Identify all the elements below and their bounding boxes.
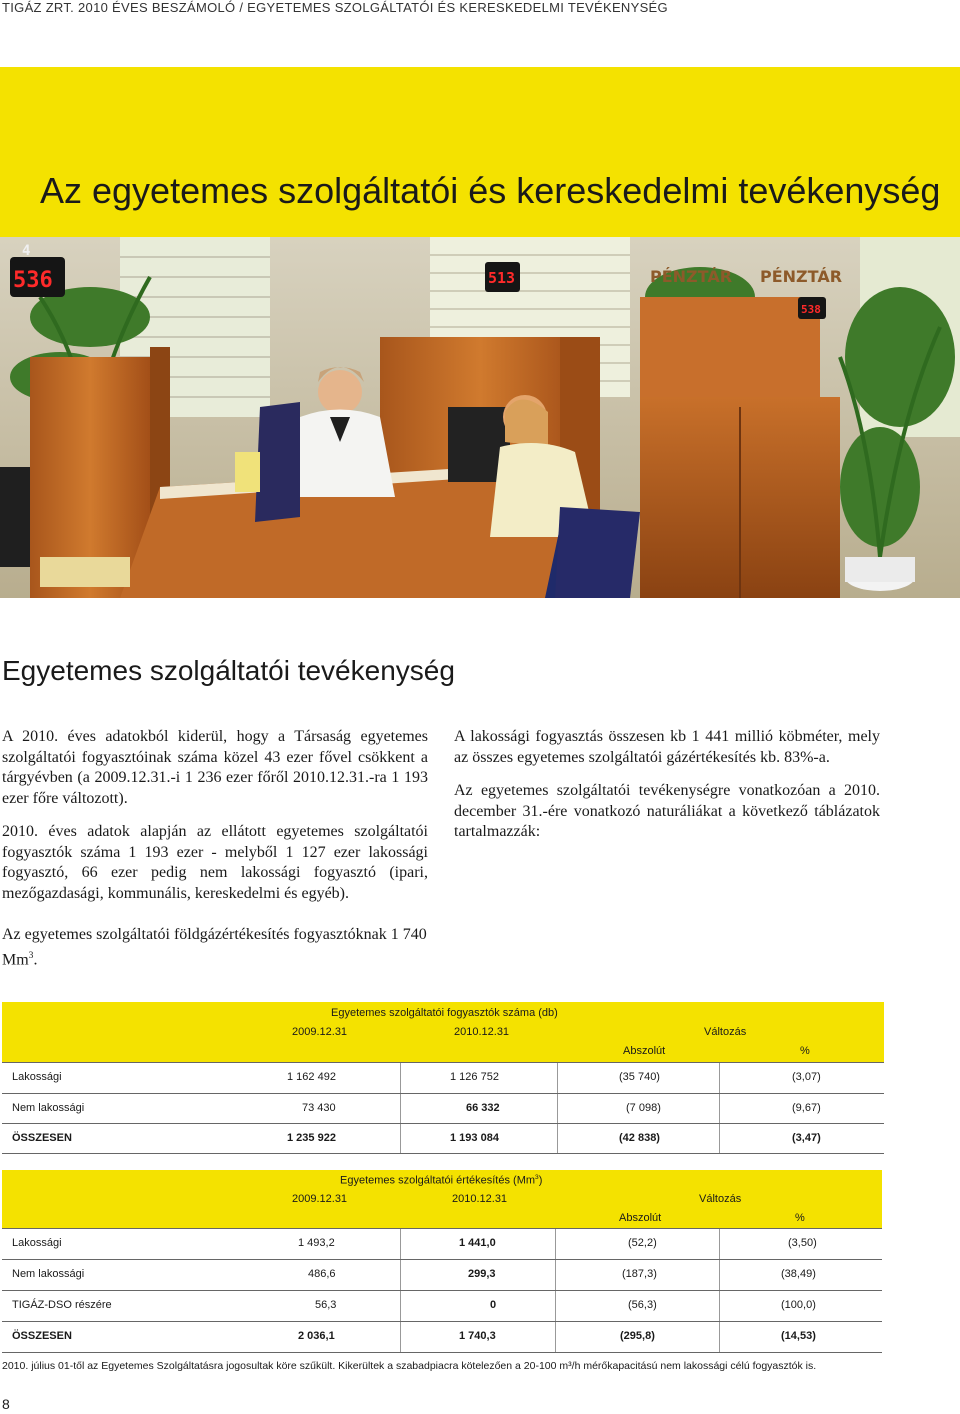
counter-display-text: 538	[801, 303, 821, 316]
right-column	[454, 727, 880, 856]
cell-2009: 56,3	[315, 1299, 337, 1311]
table-row	[2, 1094, 884, 1124]
row-label: Lakossági	[12, 1237, 62, 1249]
column-header-2010: 2010.12.31	[454, 1026, 510, 1038]
cell-percent: (3,47)	[792, 1132, 821, 1144]
cell-2010: 66 332	[466, 1102, 500, 1114]
cell-absolute: (52,2)	[628, 1237, 657, 1249]
table-row	[2, 1260, 882, 1291]
column-header-2009: 2009.12.31	[292, 1193, 348, 1205]
cell-absolute: (7 098)	[626, 1102, 661, 1114]
column-header-change: Változás	[699, 1193, 742, 1205]
cell-2010: 1 193 084	[450, 1132, 499, 1144]
counter-display-text: 536	[13, 268, 53, 293]
consumers-table	[2, 1002, 884, 1154]
cell-2009: 1 162 492	[287, 1071, 336, 1083]
cell-absolute: (42 838)	[619, 1132, 660, 1144]
footnote: 2010. július 01-től az Egyetemes Szolgáltatásra jogosultak köre szűkült. Kikerültek a szabadpiacra kötelezően a 20-100 m³/h mérőkapacitású nem lakossági célú fogyasztók is.	[2, 1360, 817, 1372]
cell-2010: 0	[490, 1299, 497, 1311]
table-title: Egyetemes szolgáltatói fogyasztók száma (db)	[331, 1007, 558, 1019]
column-header-change: Változás	[704, 1026, 747, 1038]
cell-absolute: (56,3)	[628, 1299, 657, 1311]
page-number: 8	[2, 1396, 10, 1412]
table-row	[2, 1228, 882, 1260]
running-header: TIGÁZ ZRT. 2010 ÉVES BESZÁMOLÓ / EGYETEMES SZOLGÁLTATÓI ÉS KERESKEDELMI TEVÉKENYSÉG	[2, 0, 668, 15]
sales-table	[2, 1170, 882, 1353]
paragraph: Az egyetemes szolgáltatói tevékenységre vonatkozóan a 2010. december 31.-ére vonatkozó naturáliákat a következő táblázatok tartalmazzák:	[454, 782, 880, 840]
section-title: Egyetemes szolgáltatói tevékenység	[2, 655, 455, 686]
cell-2009: 1 493,2	[298, 1237, 335, 1249]
cell-percent: (3,07)	[792, 1071, 821, 1083]
cell-2010: 299,3	[468, 1268, 496, 1280]
table-title-end: )	[538, 1174, 543, 1187]
paragraph: A lakossági fogyasztás összesen kb 1 441 millió köbméter, mely az összes egyetemes szolgáltatói gázértékesítés kb. 83%-a.	[454, 728, 880, 766]
cell-percent: (38,49)	[781, 1268, 816, 1280]
counter-number: 4	[22, 243, 31, 259]
sales-paragraph-end: .	[33, 950, 38, 968]
table-row-total	[2, 1322, 882, 1353]
table-title-text: Egyetemes szolgáltatói értékesítés (Mm	[340, 1174, 536, 1187]
row-label: ÖSSZESEN	[12, 1330, 72, 1342]
cell-percent: (9,67)	[792, 1102, 821, 1114]
table-row-total	[2, 1124, 884, 1154]
column-header-absolute: Abszolút	[619, 1212, 662, 1224]
cell-2010: 1 740,3	[459, 1330, 496, 1342]
cell-absolute: (187,3)	[622, 1268, 657, 1280]
cashier-sign: PÉNZTÁR	[650, 267, 733, 286]
row-label: Nem lakossági	[12, 1268, 85, 1280]
column-header-2009: 2009.12.31	[292, 1026, 348, 1038]
cell-2009: 486,6	[308, 1268, 336, 1280]
table-header	[2, 1002, 884, 1062]
cell-2009: 2 036,1	[298, 1330, 335, 1342]
sales-paragraph	[2, 925, 462, 970]
column-header-absolute: Abszolút	[623, 1045, 666, 1057]
row-label: Nem lakossági	[12, 1102, 85, 1114]
cell-2010: 1 126 752	[450, 1071, 499, 1083]
column-header-percent: %	[800, 1045, 810, 1057]
cell-2010: 1 441,0	[459, 1237, 496, 1249]
table-title	[340, 1174, 542, 1187]
row-label: TIGÁZ-DSO részére	[12, 1299, 112, 1311]
table-row	[2, 1291, 882, 1322]
counter-display-text: 513	[488, 269, 516, 287]
cell-absolute: (35 740)	[619, 1071, 660, 1083]
table-header	[2, 1170, 882, 1228]
column-header-2010: 2010.12.31	[452, 1193, 508, 1205]
column-header-percent: %	[795, 1212, 805, 1224]
superscript: 3	[535, 1174, 539, 1181]
row-label: ÖSSZESEN	[12, 1132, 72, 1144]
cell-percent: (14,53)	[781, 1330, 816, 1342]
cell-2009: 73 430	[302, 1102, 336, 1114]
cell-absolute: (295,8)	[620, 1330, 655, 1342]
cell-2009: 1 235 922	[287, 1132, 336, 1144]
sales-paragraph-text: Az egyetemes szolgáltatói földgázértékesítés fogyasztóknak 1 740 Mm	[2, 926, 427, 968]
cell-percent: (100,0)	[781, 1299, 816, 1311]
paragraph: A 2010. éves adatokból kiderül, hogy a Társaság egyetemes szolgáltatói fogyasztóinak száma közel 43 ezer fővel csökkent a tárgyévben (a 2009.12.31.-i 1 236 ezer főről 2010.12.31.-ra 1 193 ezer főre változott).	[2, 728, 428, 807]
office-photo	[0, 237, 960, 598]
page-title: Az egyetemes szolgáltatói és kereskedelmi tevékenység	[40, 170, 941, 211]
cell-percent: (3,50)	[788, 1237, 817, 1249]
cashier-sign: PÉNZTÁR	[760, 267, 843, 286]
paragraph: 2010. éves adatok alapján az ellátott egyetemes szolgáltatói fogyasztók száma 1 193 ezer - melyből 1 127 ezer lakossági fogyasztó, 66 ezer pedig nem lakossági fogyasztó (ipari, mezőgazdasági, kommunális, kereskedelmi és egyéb).	[2, 823, 428, 902]
table-row	[2, 1062, 884, 1094]
superscript: 3	[28, 949, 34, 961]
row-label: Lakossági	[12, 1071, 62, 1083]
left-column	[2, 727, 428, 917]
